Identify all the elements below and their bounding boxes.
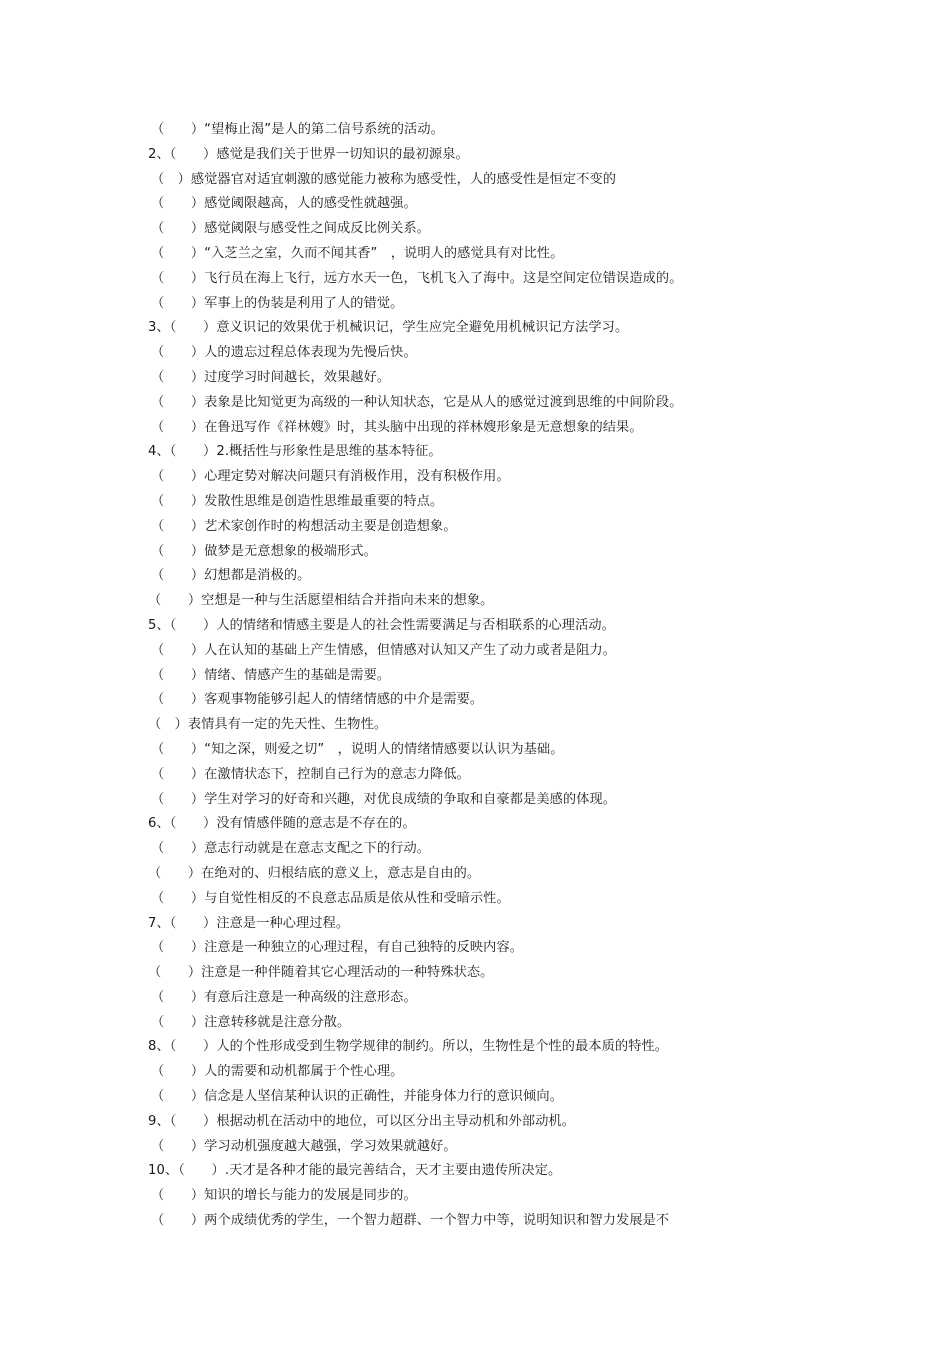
question-line: （ ）飞行员在海上飞行，远方水天一色，飞机飞入了海中。这是空间定位错误造成的。 <box>151 270 683 286</box>
question-line: （ ）信念是人坚信某种认识的正确性，并能身体力行的意识倾向。 <box>151 1089 563 1105</box>
question-line: 4、（ ）2.概括性与形象性是思维的基本特征。 <box>148 444 442 460</box>
question-line: （ ）人的遗忘过程总体表现为先慢后快。 <box>151 345 417 361</box>
question-line: 6、（ ）没有情感伴随的意志是不存在的。 <box>148 816 416 832</box>
question-line: （ ）表情具有一定的先天性、生物性。 <box>148 717 388 733</box>
question-line: （ ）学习动机强度越大越强，学习效果就越好。 <box>151 1138 457 1154</box>
question-line: （ ）注意是一种独立的心理过程，有自己独特的反映内容。 <box>151 940 524 956</box>
question-line: （ ）空想是一种与生活愿望相结合并指向未来的想象。 <box>148 593 494 609</box>
question-line: （ ）“知之深，则爱之切” ，说明人的情绪情感要以认识为基础。 <box>151 741 564 757</box>
question-line: （ ）在鲁迅写作《祥林嫂》时，其头脑中出现的祥林嫂形象是无意想象的结果。 <box>151 419 643 435</box>
question-line: （ ）学生对学习的好奇和兴趣，对优良成绩的争取和自豪都是美感的体现。 <box>151 791 617 807</box>
question-line: （ ）人在认知的基础上产生情感，但情感对认知又产生了动力或者是阻力。 <box>151 642 617 658</box>
question-line: （ ）情绪、情感产生的基础是需要。 <box>151 667 391 683</box>
question-line: （ ）在激情状态下，控制自己行为的意志力降低。 <box>151 766 470 782</box>
question-line: 3、（ ）意义识记的效果优于机械识记，学生应完全避免用机械识记方法学习。 <box>148 320 629 336</box>
question-line: 2、（ ）感觉是我们关于世界一切知识的最初源泉。 <box>148 146 469 162</box>
question-line: （ ）注意转移就是注意分散。 <box>151 1014 351 1030</box>
question-line: （ ）感觉阈限越高，人的感受性就越强。 <box>151 196 417 212</box>
question-line: 10、（ ）.天才是各种才能的最完善结合，天才主要由遗传所决定。 <box>148 1163 562 1179</box>
question-line: （ ）做梦是无意想象的极端形式。 <box>151 543 377 559</box>
question-line: （ ）知识的增长与能力的发展是同步的。 <box>151 1188 417 1204</box>
question-line: （ ）感觉阈限与感受性之间成反比例关系。 <box>151 221 431 237</box>
question-line: 5、（ ）人的情绪和情感主要是人的社会性需要满足与否相联系的心理活动。 <box>148 617 615 633</box>
question-line: （ ）在绝对的、归根结底的意义上，意志是自由的。 <box>148 865 481 881</box>
question-line: （ ）人的需要和动机都属于个性心理。 <box>151 1064 404 1080</box>
question-line: （ ）过度学习时间越长，效果越好。 <box>151 369 391 385</box>
question-list <box>148 118 848 1234</box>
question-line: （ ）意志行动就是在意志支配之下的行动。 <box>151 841 431 857</box>
question-line: （ ）感觉器官对适宜刺激的感觉能力被称为感受性，人的感受性是恒定不变的 <box>151 171 617 187</box>
question-line: （ ）发散性思维是创造性思维最重要的特点。 <box>151 493 444 509</box>
question-line: （ ）表象是比知觉更为高级的一种认知状态，它是从人的感觉过渡到思维的中间阶段。 <box>151 394 683 410</box>
question-line: （ ）有意后注意是一种高级的注意形态。 <box>151 989 417 1005</box>
question-line: （ ）客观事物能够引起人的情绪情感的中介是需要。 <box>151 692 484 708</box>
question-line: 7、（ ）注意是一种心理过程。 <box>148 915 350 931</box>
question-line: （ ）“望梅止渴”是人的第二信号系统的活动。 <box>151 122 444 137</box>
question-line: （ ）两个成绩优秀的学生，一个智力超群、一个智力中等，说明知识和智力发展是不 <box>151 1213 670 1229</box>
question-line: （ ）与自觉性相反的不良意志品质是依从性和受暗示性。 <box>151 890 510 906</box>
question-line: （ ）心理定势对解决问题只有消极作用，没有积极作用。 <box>151 469 510 485</box>
question-line: （ ）注意是一种伴随着其它心理活动的一种特殊状态。 <box>148 965 494 981</box>
question-line: 8、（ ）人的个性形成受到生物学规律的制约。所以，生物性是个性的最本质的特性。 <box>148 1039 669 1055</box>
question-line: （ ）艺术家创作时的构想活动主要是创造想象。 <box>151 518 457 534</box>
question-line: （ ）“入芝兰之室，久而不闻其香” ，说明人的感觉具有对比性。 <box>151 245 564 261</box>
question-line: 9、（ ）根据动机在活动中的地位，可以区分出主导动机和外部动机。 <box>148 1113 576 1129</box>
question-line: （ ）幻想都是消极的。 <box>151 568 311 584</box>
question-line: （ ）军事上的伪装是利用了人的错觉。 <box>151 295 404 311</box>
